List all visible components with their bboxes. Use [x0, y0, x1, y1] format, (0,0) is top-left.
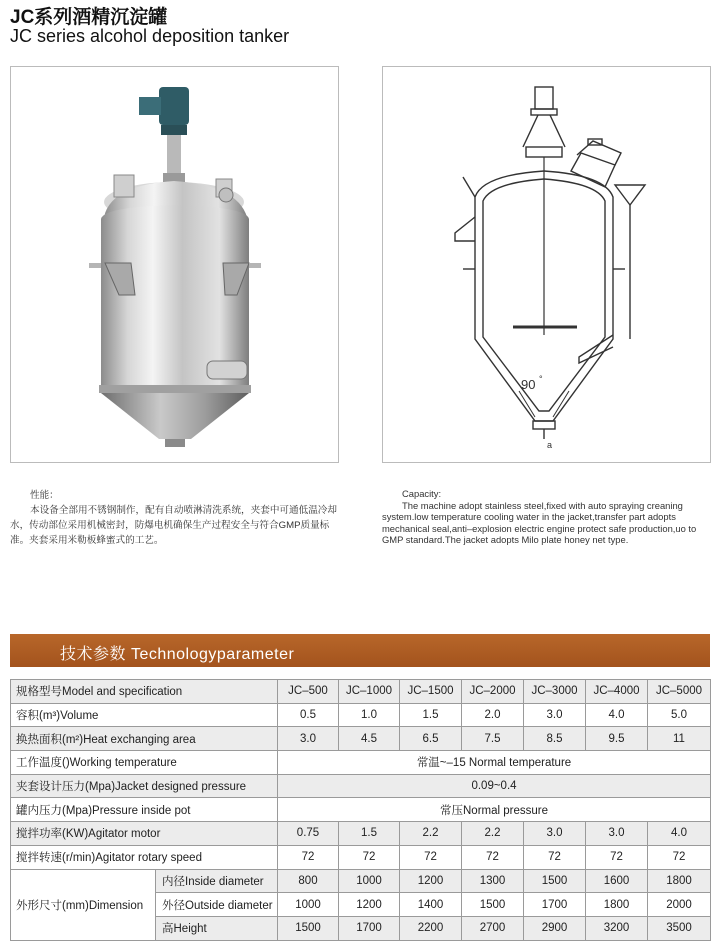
table-cell: 7.5	[462, 727, 524, 751]
description-cn-label: 性能：	[30, 490, 59, 501]
title-chinese: JC系列酒精沉淀罐	[10, 7, 168, 28]
outlet-label: a	[547, 440, 553, 450]
table-cell: 3.0	[586, 822, 648, 846]
table-cell: 72	[462, 845, 524, 869]
table-cell: 1600	[586, 869, 648, 893]
row-label: 换热面积(m²)Heat exchanging area	[11, 727, 278, 751]
row-label: 外形尺寸(mm)Dimension	[11, 869, 156, 940]
description-en-body: The machine adopt stainless steel,fixed with auto spraying creaning system.low temperature cooling water in the jacket,transfer part adopts mechanical seal,anti–explosion electric engine protect safe production,uo to GMP standard.The jacket adopts Milo plate honey net type.	[382, 499, 697, 545]
description-cn-body: 本设备全部用不锈钢制作，配有自动喷淋清洗系统，夹套中可通低温冷却水，传动部位采用机械密封，防爆电机确保生产过程安全与符合GMP质量标准。夹套采用米勒板蜂蜜式的工艺。	[10, 505, 337, 546]
table-row	[11, 680, 711, 704]
tank-photo	[10, 66, 339, 463]
table-cell: 8.5	[524, 727, 586, 751]
table-cell: 2000	[648, 893, 711, 917]
table-cell: 1800	[648, 869, 711, 893]
table-cell: 1200	[400, 869, 462, 893]
table-row	[11, 798, 711, 822]
section-title: 技术参数 Technologyparameter	[60, 646, 295, 663]
table-cell: JC–1500	[400, 680, 462, 704]
table-row	[11, 869, 711, 893]
title-english: JC series alcohol deposition tanker	[10, 26, 290, 46]
table-cell: 2.2	[400, 822, 462, 846]
table-cell: 72	[400, 845, 462, 869]
table-cell: 1.0	[339, 703, 400, 727]
table-cell: 1500	[524, 869, 586, 893]
table-cell: 1000	[339, 869, 400, 893]
table-row	[11, 822, 711, 846]
description-english	[382, 488, 712, 546]
table-cell: JC–500	[278, 680, 339, 704]
table-cell: JC–4000	[586, 680, 648, 704]
row-label: 罐内压力(Mpa)Pressure inside pot	[11, 798, 278, 822]
table-cell: 1300	[462, 869, 524, 893]
spec-table	[10, 679, 711, 941]
row-label: 夹套设计压力(Mpa)Jacket designed pressure	[11, 774, 278, 798]
table-cell: 6.5	[400, 727, 462, 751]
table-cell: 3.0	[524, 822, 586, 846]
tank-schematic-drawing-icon	[383, 67, 710, 462]
table-cell: JC–3000	[524, 680, 586, 704]
angle-label: 90	[521, 377, 536, 392]
table-cell: 2200	[400, 916, 462, 940]
table-cell: 1200	[339, 893, 400, 917]
table-cell: 3.0	[278, 727, 339, 751]
table-cell: 2.2	[462, 822, 524, 846]
row-sublabel: 外径Outside diameter	[156, 893, 278, 917]
row-label: 容积(m³)Volume	[11, 703, 278, 727]
table-cell: 4.0	[648, 822, 711, 846]
section-header	[10, 634, 710, 667]
table-cell: 1500	[278, 916, 339, 940]
description-chinese	[10, 488, 340, 548]
table-cell: 3500	[648, 916, 711, 940]
table-row	[11, 727, 711, 751]
table-cell: 9.5	[586, 727, 648, 751]
table-cell: 4.5	[339, 727, 400, 751]
table-cell: 1700	[524, 893, 586, 917]
table-cell: 3.0	[524, 703, 586, 727]
table-cell: 800	[278, 869, 339, 893]
row-label: 搅拌转速(r/min)Agitator rotary speed	[11, 845, 278, 869]
table-cell: 2.0	[462, 703, 524, 727]
table-cell: 72	[524, 845, 586, 869]
table-cell: 72	[648, 845, 711, 869]
table-cell: 0.5	[278, 703, 339, 727]
table-cell: 1800	[586, 893, 648, 917]
table-cell: 4.0	[586, 703, 648, 727]
table-cell: 72	[586, 845, 648, 869]
description-en-label: Capacity:	[402, 488, 442, 499]
table-cell: 常压Normal pressure	[278, 798, 711, 822]
table-row	[11, 703, 711, 727]
table-cell: 2700	[462, 916, 524, 940]
table-cell: 1400	[400, 893, 462, 917]
table-cell: 0.09~0.4	[278, 774, 711, 798]
table-row	[11, 774, 711, 798]
table-cell: 1.5	[339, 822, 400, 846]
table-cell: 5.0	[648, 703, 711, 727]
table-cell: 1500	[462, 893, 524, 917]
table-cell: JC–5000	[648, 680, 711, 704]
table-cell: 11	[648, 727, 711, 751]
row-label: 工作温度()Working temperature	[11, 751, 278, 775]
table-cell: 3200	[586, 916, 648, 940]
table-cell: 72	[339, 845, 400, 869]
row-sublabel: 高Height	[156, 916, 278, 940]
table-cell: 72	[278, 845, 339, 869]
tank-schematic	[382, 66, 711, 463]
row-label: 搅拌功率(KW)Agitator motor	[11, 822, 278, 846]
table-cell: 2900	[524, 916, 586, 940]
table-cell: JC–2000	[462, 680, 524, 704]
table-row	[11, 751, 711, 775]
table-cell: JC–1000	[339, 680, 400, 704]
row-label: 规格型号Model and specification	[11, 680, 278, 704]
table-cell: 0.75	[278, 822, 339, 846]
table-cell: 1700	[339, 916, 400, 940]
angle-unit: °	[539, 374, 543, 384]
table-cell: 1.5	[400, 703, 462, 727]
row-sublabel: 内径Inside diameter	[156, 869, 278, 893]
table-row	[11, 845, 711, 869]
steel-tank-photo-icon	[11, 67, 338, 462]
table-cell: 常温~–15 Normal temperature	[278, 751, 711, 775]
table-cell: 1000	[278, 893, 339, 917]
